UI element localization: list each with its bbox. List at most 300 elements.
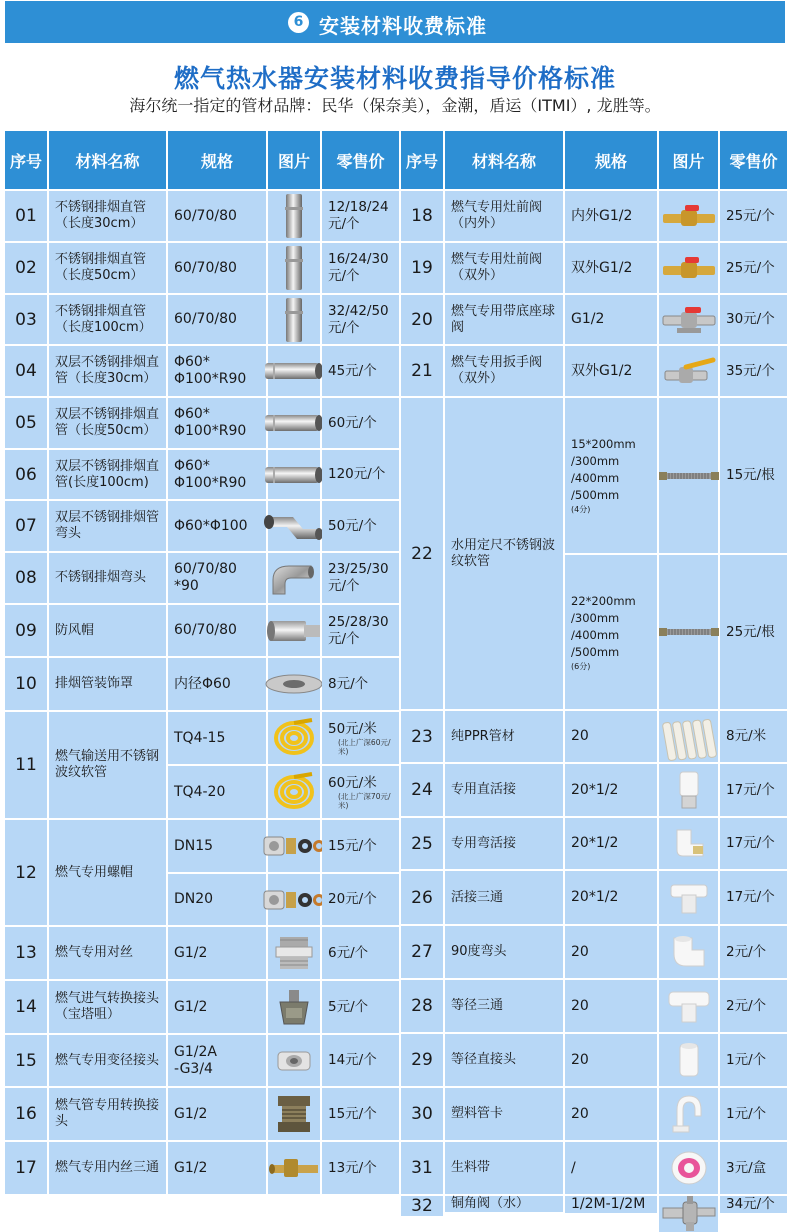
right-no-23 bbox=[401, 711, 443, 762]
right-spec-21 bbox=[565, 346, 657, 396]
header-left-0 bbox=[5, 131, 47, 189]
spec-text: G1/2A -G3/4 bbox=[174, 1043, 217, 1077]
row-number: 12 bbox=[15, 862, 37, 883]
left-no-13 bbox=[5, 927, 47, 979]
header-left-4 bbox=[322, 131, 399, 189]
right-price-30 bbox=[720, 1088, 787, 1140]
price-value: 50元/个 bbox=[328, 517, 377, 534]
spec-text: 20 bbox=[571, 1051, 589, 1068]
right-price-29 bbox=[720, 1034, 787, 1086]
left-price-08 bbox=[322, 553, 399, 603]
reducer-icon bbox=[274, 1046, 314, 1076]
spec-line: /500mm bbox=[571, 488, 620, 502]
right-price-28 bbox=[720, 980, 787, 1032]
right-spec-20 bbox=[565, 295, 657, 344]
right-price-21 bbox=[720, 346, 787, 396]
right-img-27 bbox=[659, 926, 718, 978]
ppr-pipes-icon bbox=[661, 715, 717, 759]
union-tee-icon bbox=[669, 881, 709, 915]
left-spec-11-1 bbox=[168, 766, 266, 818]
material-name: 燃气管专用转换接头 bbox=[55, 1098, 160, 1129]
left-price-12-0 bbox=[322, 820, 399, 872]
row-number: 24 bbox=[411, 780, 433, 800]
spec-text: 20 bbox=[571, 997, 589, 1014]
price-value: 13元/个 bbox=[328, 1159, 377, 1176]
spec-line: 15*200mm bbox=[571, 437, 636, 451]
right-spec-19 bbox=[565, 243, 657, 293]
header-left-3 bbox=[268, 131, 320, 189]
price-unit: 元/个 bbox=[328, 630, 360, 647]
row-number: 14 bbox=[15, 997, 37, 1017]
left-img-07 bbox=[268, 501, 320, 551]
right-img-24 bbox=[659, 764, 718, 816]
left-price-05 bbox=[322, 398, 399, 448]
right-img-18 bbox=[659, 191, 718, 241]
left-img-01 bbox=[268, 191, 320, 241]
spec-text: G1/2 bbox=[174, 998, 208, 1015]
right-no-21 bbox=[401, 346, 443, 396]
spec-text: 内径Φ60 bbox=[174, 675, 231, 692]
price-value: 15元/根 bbox=[726, 467, 775, 483]
right-no-26 bbox=[401, 871, 443, 924]
left-spec-12-1 bbox=[168, 874, 266, 925]
left-name-01 bbox=[49, 191, 166, 241]
material-name: 燃气专用灶前阀（双外） bbox=[451, 252, 543, 283]
left-img-17 bbox=[268, 1142, 320, 1194]
left-price-03 bbox=[322, 295, 399, 344]
row-number: 27 bbox=[411, 942, 433, 962]
right-spec-32 bbox=[565, 1196, 657, 1213]
right-no-24 bbox=[401, 764, 443, 816]
price-value: 14元/个 bbox=[328, 1052, 377, 1068]
left-price-07 bbox=[322, 501, 399, 551]
material-name: 等径三通 bbox=[451, 998, 504, 1013]
row-number: 15 bbox=[15, 1050, 37, 1071]
left-price-01 bbox=[322, 191, 399, 241]
spec-text: 20 bbox=[571, 943, 589, 960]
left-name-07 bbox=[49, 501, 166, 551]
left-no-12 bbox=[5, 820, 47, 925]
left-no-11 bbox=[5, 712, 47, 818]
hose-barb-icon bbox=[276, 988, 312, 1026]
left-name-17 bbox=[49, 1142, 166, 1194]
price-value: 23/25/30 bbox=[328, 561, 389, 577]
right-name-31 bbox=[445, 1142, 563, 1194]
material-name: 燃气专用螺帽 bbox=[55, 864, 134, 880]
price-value: 3元/盒 bbox=[726, 1159, 767, 1176]
left-no-17 bbox=[5, 1142, 47, 1194]
double-pipe-icon bbox=[263, 412, 325, 434]
right-price-24 bbox=[720, 764, 787, 816]
right-no-18 bbox=[401, 191, 443, 241]
section-title: 安装材料收费标准 bbox=[319, 14, 487, 38]
right-img-22-1 bbox=[659, 555, 718, 709]
nut-set-icon bbox=[262, 887, 326, 913]
right-name-28 bbox=[445, 980, 563, 1032]
ppr-tee-icon bbox=[667, 988, 711, 1024]
left-img-03 bbox=[268, 295, 320, 344]
row-number: 09 bbox=[15, 620, 37, 641]
left-price-15 bbox=[322, 1035, 399, 1086]
material-name: 塑料管卡 bbox=[451, 1106, 504, 1121]
spec-text: Φ60*Φ100 bbox=[174, 517, 248, 534]
header-label: 序号 bbox=[405, 151, 438, 171]
steel-hose-icon bbox=[659, 625, 719, 639]
left-price-06 bbox=[322, 450, 399, 499]
row-number: 21 bbox=[411, 361, 433, 381]
spec-text: TQ4-20 bbox=[174, 783, 226, 800]
price-value: 34元/个 bbox=[726, 1196, 775, 1212]
material-name: 燃气专用内丝三通 bbox=[55, 1160, 160, 1175]
row-number: 11 bbox=[15, 755, 37, 775]
right-price-22-0 bbox=[720, 398, 787, 553]
straight-union-icon bbox=[675, 770, 703, 810]
left-img-08 bbox=[268, 553, 320, 603]
left-img-13 bbox=[268, 927, 320, 979]
brand-note: 海尔统一指定的管材品牌：民华（保奈美），金潮，盾运（ITMI）, 龙胜等。 bbox=[129, 96, 661, 115]
spec-text: 60/70/80 bbox=[174, 207, 237, 224]
material-name: 活接三通 bbox=[451, 889, 504, 905]
pipe-straight-icon bbox=[282, 193, 306, 239]
left-name-11 bbox=[49, 712, 166, 818]
adapter-icon bbox=[274, 1094, 314, 1134]
spec-text: G1/2 bbox=[174, 1105, 208, 1122]
brass-tee-icon bbox=[268, 1157, 320, 1179]
left-no-01 bbox=[5, 191, 47, 241]
right-spec-31 bbox=[565, 1142, 657, 1194]
ball-valve-base-icon bbox=[661, 306, 717, 334]
right-img-30 bbox=[659, 1088, 718, 1140]
material-name: 不锈钢排烟直管（长度30cm） bbox=[55, 200, 147, 231]
nut-set-icon bbox=[262, 833, 326, 859]
ptfe-tape-icon bbox=[669, 1150, 709, 1186]
left-img-11-1 bbox=[268, 766, 320, 818]
right-img-21 bbox=[659, 346, 718, 396]
spec-text: 1/2M-1/2M bbox=[571, 1196, 646, 1212]
spec-text: 20*1/2 bbox=[571, 781, 619, 798]
row-number: 01 bbox=[15, 206, 37, 226]
left-price-11-1 bbox=[322, 766, 399, 818]
right-spec-23 bbox=[565, 711, 657, 762]
left-price-17 bbox=[322, 1142, 399, 1194]
material-name: 生料带 bbox=[451, 1160, 491, 1175]
left-price-11-0 bbox=[322, 712, 399, 764]
right-no-19 bbox=[401, 243, 443, 293]
left-img-09 bbox=[268, 605, 320, 656]
material-name: 不锈钢排烟直管（长度50cm） bbox=[55, 252, 147, 283]
spec-text: 双外G1/2 bbox=[571, 362, 633, 379]
left-name-05 bbox=[49, 398, 166, 448]
left-price-14 bbox=[322, 981, 399, 1033]
material-name: 铜角阀（水） bbox=[451, 1196, 530, 1211]
price-value: 25元/个 bbox=[726, 207, 775, 224]
material-name: 双层不锈钢排烟管弯头 bbox=[55, 510, 160, 541]
double-pipe-icon bbox=[263, 360, 325, 382]
right-name-32 bbox=[445, 1196, 563, 1212]
price-value: 60元/米 bbox=[328, 774, 377, 791]
left-spec-15 bbox=[168, 1035, 266, 1086]
page-title: 燃气热水器安装材料收费指导价格标准 bbox=[173, 64, 616, 93]
right-spec-26 bbox=[565, 871, 657, 924]
spec-text: G1/2 bbox=[571, 311, 605, 327]
price-value: 45元/个 bbox=[328, 362, 377, 379]
spec-text: 内外G1/2 bbox=[571, 207, 633, 224]
left-img-10 bbox=[268, 658, 320, 710]
left-spec-13 bbox=[168, 927, 266, 979]
right-no-31 bbox=[401, 1142, 443, 1194]
right-no-29 bbox=[401, 1034, 443, 1086]
spec-text: G1/2 bbox=[174, 944, 208, 961]
gas-valve-icon bbox=[661, 256, 717, 280]
left-no-07 bbox=[5, 501, 47, 551]
right-spec-28 bbox=[565, 980, 657, 1032]
left-name-10 bbox=[49, 658, 166, 710]
price-value: 25/28/30 bbox=[328, 613, 389, 630]
material-name: 纯PPR管材 bbox=[451, 728, 515, 744]
left-img-12-1 bbox=[268, 874, 320, 925]
right-name-21 bbox=[445, 346, 563, 396]
right-img-28 bbox=[659, 980, 718, 1032]
header-right-1 bbox=[445, 131, 563, 189]
material-name: 燃气输送用不锈钢波纹软管 bbox=[55, 749, 160, 780]
right-img-26 bbox=[659, 871, 718, 924]
ppr-elbow-icon bbox=[670, 934, 708, 970]
header-label: 零售价 bbox=[729, 151, 778, 171]
left-spec-14 bbox=[168, 981, 266, 1033]
material-name: 燃气进气转换接头（宝塔咀） bbox=[55, 991, 160, 1022]
spec-line: /300mm bbox=[571, 454, 620, 468]
row-number: 28 bbox=[411, 996, 433, 1016]
right-spec-22-0 bbox=[565, 398, 657, 553]
header-label: 规格 bbox=[594, 151, 627, 171]
row-number: 17 bbox=[15, 1158, 37, 1178]
right-price-31 bbox=[720, 1142, 787, 1194]
left-img-16 bbox=[268, 1088, 320, 1140]
right-price-23 bbox=[720, 711, 787, 762]
material-name: 不锈钢排烟弯头 bbox=[55, 570, 147, 585]
price-value: 120元/个 bbox=[328, 466, 386, 482]
material-name: 燃气专用对丝 bbox=[55, 945, 134, 960]
header-label: 规格 bbox=[200, 151, 233, 171]
header-left-2 bbox=[168, 131, 266, 189]
spec-text: 双外G1/2 bbox=[571, 259, 633, 276]
material-name: 专用弯活接 bbox=[451, 835, 517, 851]
price-unit: 元/个 bbox=[328, 319, 360, 336]
right-no-30 bbox=[401, 1088, 443, 1140]
right-img-23 bbox=[659, 711, 718, 762]
left-img-04 bbox=[268, 346, 320, 396]
cover-ring-icon bbox=[264, 673, 324, 695]
right-spec-27 bbox=[565, 926, 657, 978]
elbow-union-icon bbox=[671, 826, 707, 862]
right-price-26 bbox=[720, 871, 787, 924]
left-no-10 bbox=[5, 658, 47, 710]
right-no-25 bbox=[401, 818, 443, 869]
right-name-19 bbox=[445, 243, 563, 293]
left-name-04 bbox=[49, 346, 166, 396]
row-number: 16 bbox=[15, 1104, 37, 1124]
material-name: 等径直接头 bbox=[451, 1052, 517, 1067]
spec-text: G1/2 bbox=[174, 1159, 208, 1176]
row-number: 07 bbox=[15, 516, 37, 536]
left-spec-11-0 bbox=[168, 712, 266, 764]
material-name: 防风帽 bbox=[55, 622, 95, 638]
material-name: 专用直活接 bbox=[451, 782, 517, 797]
right-price-32 bbox=[720, 1196, 787, 1213]
left-price-02 bbox=[322, 243, 399, 293]
row-number: 10 bbox=[15, 674, 37, 694]
price-value: 1元/个 bbox=[726, 1105, 767, 1122]
right-img-29 bbox=[659, 1034, 718, 1086]
spec-line: 22*200mm bbox=[571, 593, 636, 608]
spec-text: Φ60* Φ100*R90 bbox=[174, 354, 247, 387]
left-spec-04 bbox=[168, 346, 266, 396]
right-price-27 bbox=[720, 926, 787, 978]
header-label: 材料名称 bbox=[75, 151, 140, 171]
header-label: 图片 bbox=[277, 151, 310, 171]
left-price-10 bbox=[322, 658, 399, 710]
right-name-27 bbox=[445, 926, 563, 978]
right-spec-22-1 bbox=[565, 555, 657, 709]
left-name-09 bbox=[49, 605, 166, 656]
right-name-29 bbox=[445, 1034, 563, 1086]
row-number: 31 bbox=[411, 1158, 433, 1178]
price-value: 15元/个 bbox=[328, 837, 377, 854]
material-name: 燃气专用扳手阀（双外） bbox=[451, 355, 543, 386]
steel-hose-icon bbox=[659, 469, 719, 483]
pipe-clip-icon bbox=[669, 1094, 709, 1134]
header-label: 零售价 bbox=[336, 151, 385, 171]
right-no-22 bbox=[401, 398, 443, 709]
right-price-22-1 bbox=[720, 555, 787, 709]
right-spec-25 bbox=[565, 818, 657, 869]
left-spec-12-0 bbox=[168, 820, 266, 872]
left-no-05 bbox=[5, 398, 47, 448]
material-name: 水用定尺不锈钢波纹软管 bbox=[451, 537, 556, 569]
right-name-24 bbox=[445, 764, 563, 816]
header-right-3 bbox=[659, 131, 718, 189]
price-value: 8元/米 bbox=[726, 728, 767, 744]
double-pipe-icon bbox=[263, 464, 325, 486]
row-number: 30 bbox=[411, 1104, 433, 1124]
row-number: 20 bbox=[411, 309, 433, 330]
row-number: 03 bbox=[15, 309, 37, 330]
right-no-27 bbox=[401, 926, 443, 978]
price-value: 15元/个 bbox=[328, 1105, 377, 1122]
spec-text: TQ4-15 bbox=[174, 729, 226, 746]
left-no-03 bbox=[5, 295, 47, 344]
row-number: 26 bbox=[411, 887, 433, 908]
price-value: 8元/个 bbox=[328, 675, 369, 692]
left-no-02 bbox=[5, 243, 47, 293]
left-name-03 bbox=[49, 295, 166, 344]
left-spec-16 bbox=[168, 1088, 266, 1140]
spec-line: /400mm bbox=[571, 627, 620, 642]
row-number: 19 bbox=[411, 258, 433, 278]
header-label: 材料名称 bbox=[471, 151, 536, 171]
header-right-4 bbox=[720, 131, 787, 189]
price-value: 30元/个 bbox=[726, 311, 775, 327]
left-no-16 bbox=[5, 1088, 47, 1140]
left-name-08 bbox=[49, 553, 166, 603]
left-price-16 bbox=[322, 1088, 399, 1140]
spec-text: 20*1/2 bbox=[571, 889, 619, 905]
header-right-0 bbox=[401, 131, 443, 189]
section-number: 6 bbox=[288, 12, 309, 33]
right-img-19 bbox=[659, 243, 718, 293]
price-note: (北上广深60元/米) bbox=[338, 737, 391, 756]
left-spec-02 bbox=[168, 243, 266, 293]
row-number: 22 bbox=[411, 543, 433, 564]
row-number: 25 bbox=[411, 833, 433, 854]
row-number: 32 bbox=[411, 1196, 433, 1216]
left-no-04 bbox=[5, 346, 47, 396]
section-banner bbox=[5, 1, 785, 43]
right-img-25 bbox=[659, 818, 718, 869]
row-number: 04 bbox=[15, 361, 37, 381]
row-number: 08 bbox=[15, 568, 37, 588]
right-spec-29 bbox=[565, 1034, 657, 1086]
spec-text: DN15 bbox=[174, 837, 214, 854]
material-name: 燃气专用带底座球阀 bbox=[451, 303, 556, 335]
left-price-13 bbox=[322, 927, 399, 979]
left-img-14 bbox=[268, 981, 320, 1033]
price-unit: 元/个 bbox=[328, 268, 360, 284]
spec-line: /500mm bbox=[571, 644, 620, 659]
price-note: (北上广深70元/米) bbox=[338, 791, 391, 810]
price-value: 2元/个 bbox=[726, 997, 767, 1014]
spec-text: 60/70/80 *90 bbox=[174, 561, 237, 594]
price-value: 20元/个 bbox=[328, 891, 377, 907]
left-name-06 bbox=[49, 450, 166, 499]
right-name-25 bbox=[445, 818, 563, 869]
left-spec-01 bbox=[168, 191, 266, 241]
ppr-coupling-icon bbox=[675, 1042, 703, 1078]
left-spec-06 bbox=[168, 450, 266, 499]
right-no-28 bbox=[401, 980, 443, 1032]
row-number: 23 bbox=[411, 726, 433, 747]
price-value: 2元/个 bbox=[726, 943, 767, 960]
left-no-15 bbox=[5, 1035, 47, 1086]
price-value: 25元/个 bbox=[726, 259, 775, 276]
left-img-11-0 bbox=[268, 712, 320, 764]
material-name: 双层不锈钢排烟直管（长度30cm） bbox=[55, 355, 160, 386]
left-spec-07 bbox=[168, 501, 266, 551]
row-number: 05 bbox=[15, 413, 37, 433]
left-img-05 bbox=[268, 398, 320, 448]
yellow-hose-icon bbox=[272, 718, 316, 758]
right-no-20 bbox=[401, 295, 443, 344]
right-img-22-0 bbox=[659, 398, 718, 553]
right-img-20 bbox=[659, 295, 718, 344]
left-spec-08 bbox=[168, 553, 266, 603]
spec-text: DN20 bbox=[174, 891, 214, 907]
left-img-12-0 bbox=[268, 820, 320, 872]
material-name: 燃气专用灶前阀（内外） bbox=[451, 200, 543, 231]
price-value: 60元/个 bbox=[328, 414, 377, 431]
material-name: 双层不锈钢排烟直管(长度100cm) bbox=[55, 458, 160, 490]
right-no-32 bbox=[401, 1196, 443, 1216]
pipe-straight-icon bbox=[282, 245, 306, 291]
spec-text: 60/70/80 bbox=[174, 259, 237, 276]
spec-text: Φ60* Φ100*R90 bbox=[174, 457, 247, 491]
header-label: 序号 bbox=[9, 151, 42, 171]
right-name-23 bbox=[445, 711, 563, 762]
price-value: 17元/个 bbox=[726, 889, 775, 905]
spec-text: 20 bbox=[571, 1105, 589, 1122]
material-name: 90度弯头 bbox=[451, 944, 507, 959]
price-value: 17元/个 bbox=[726, 781, 775, 798]
